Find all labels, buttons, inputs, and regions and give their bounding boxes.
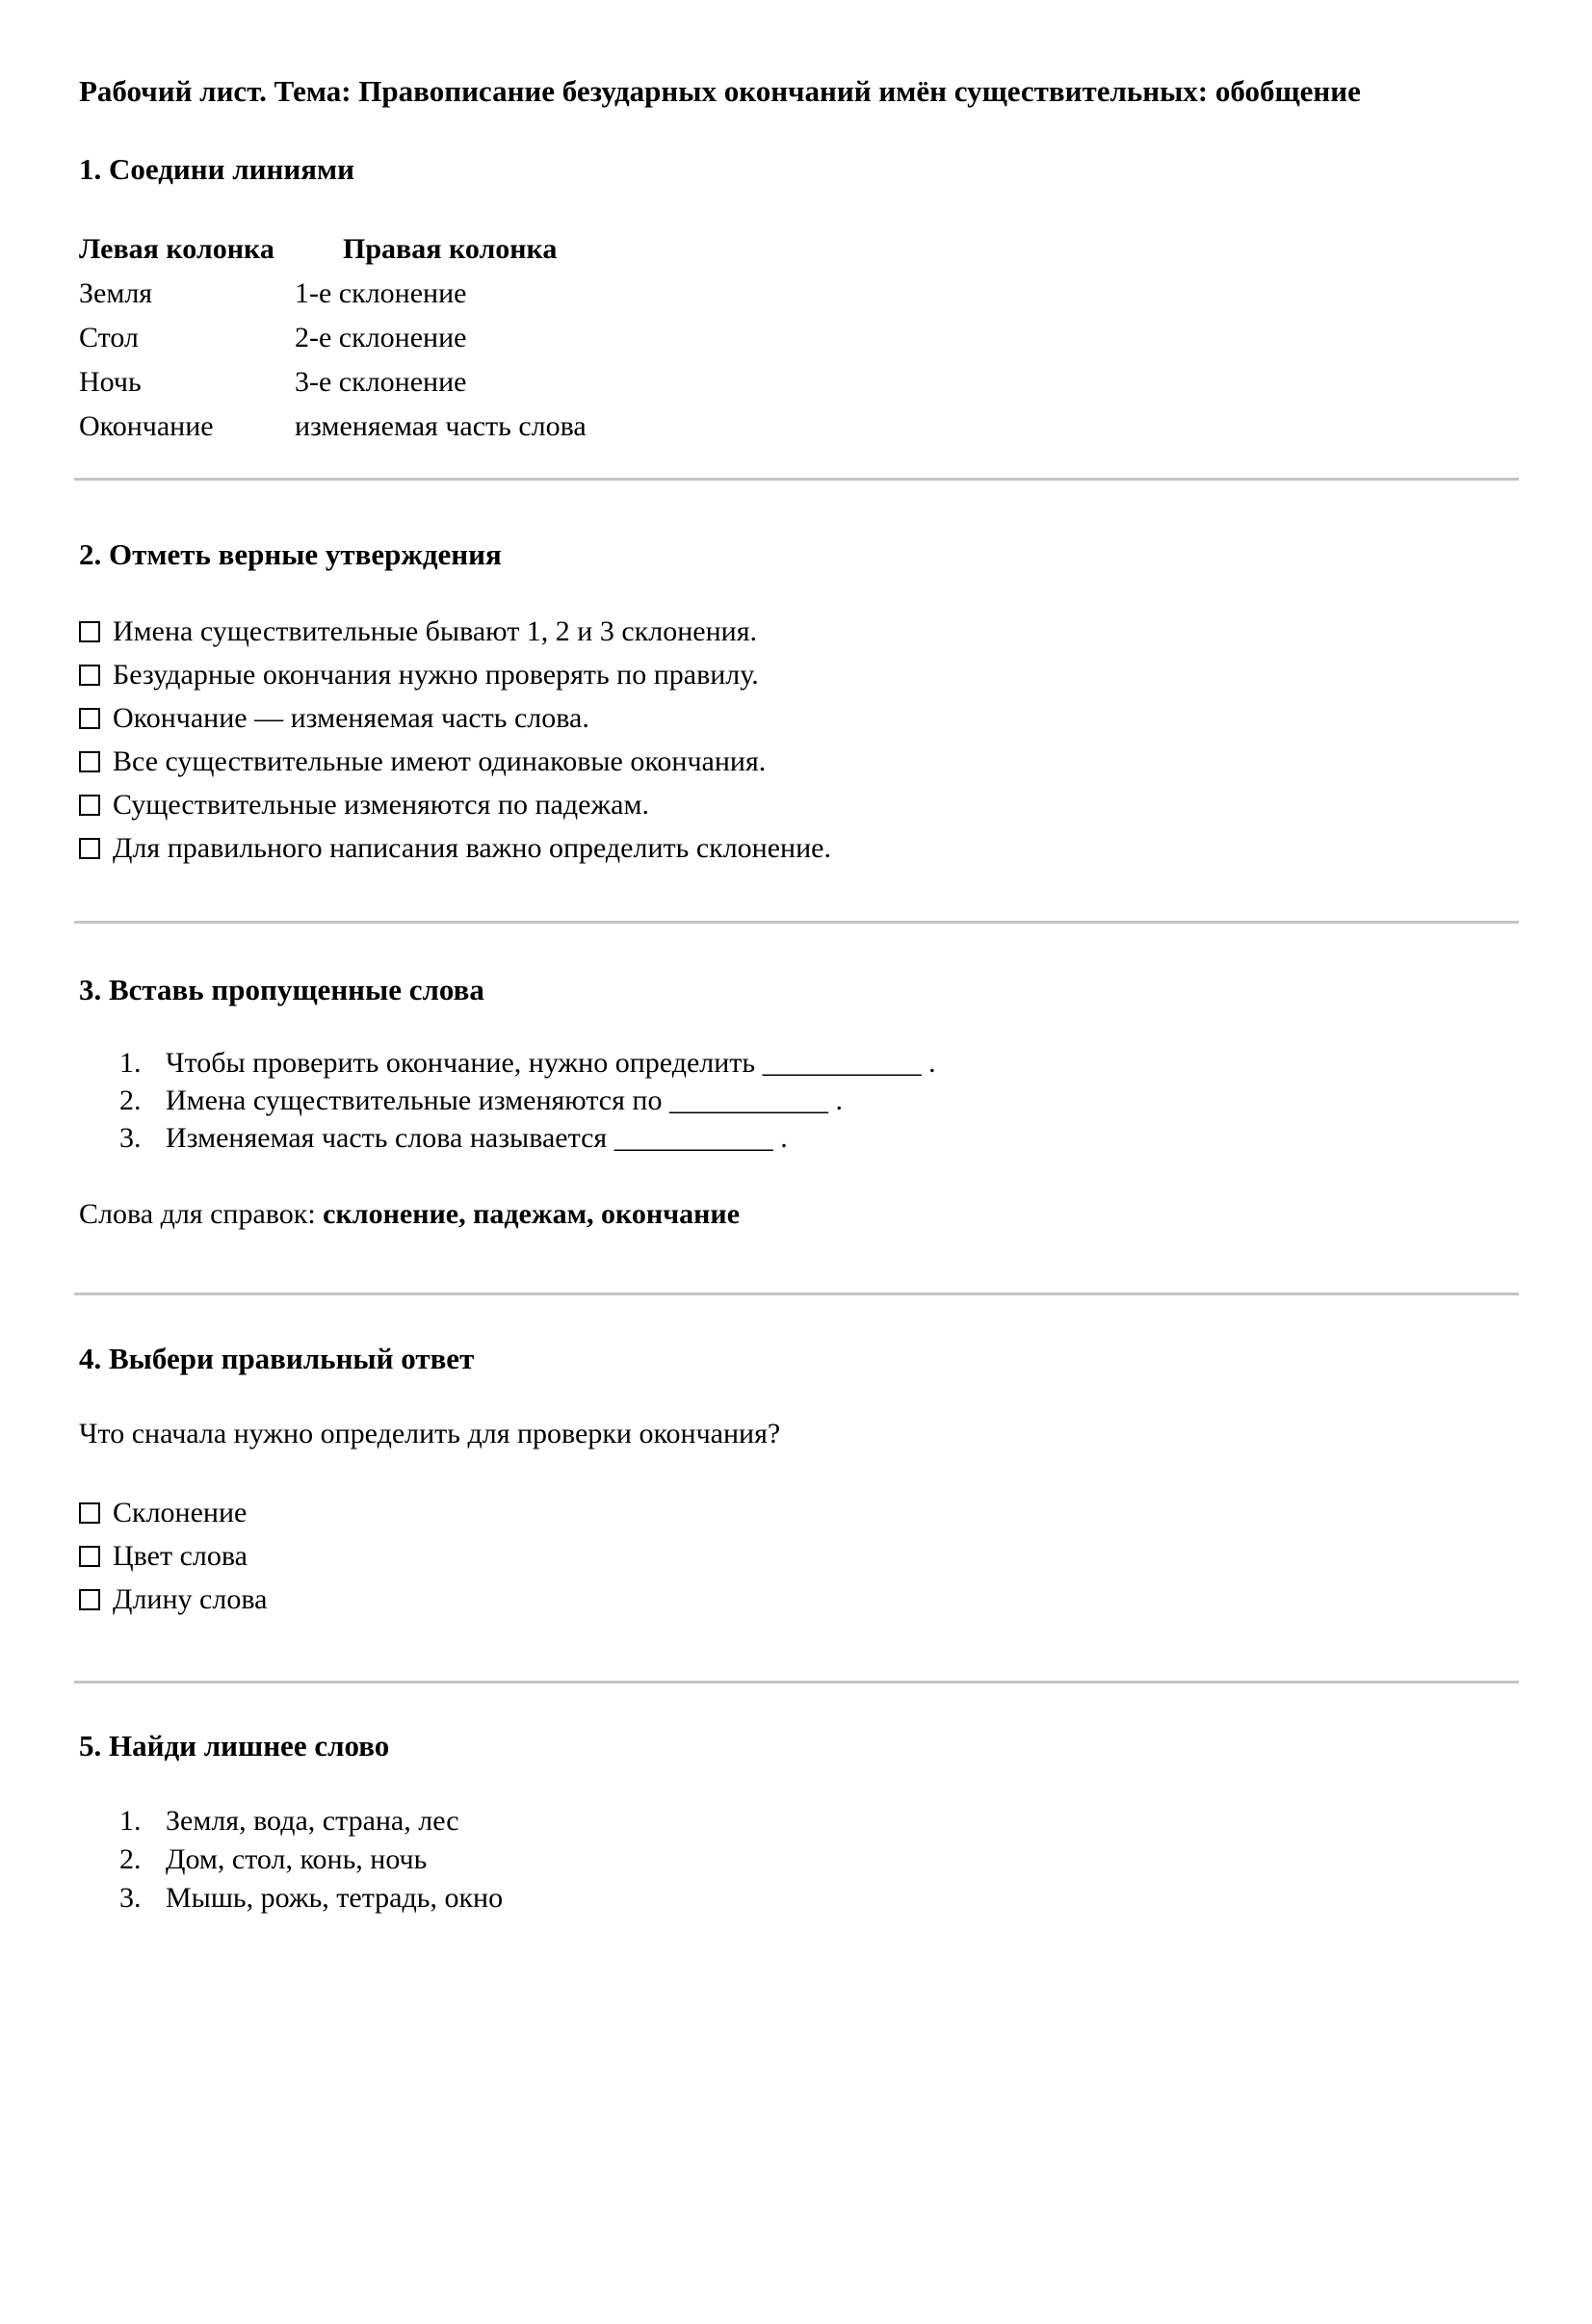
item-number: 3.: [119, 1882, 142, 1914]
word-row: [79, 1802, 1525, 1841]
option-label: Длину слова: [113, 1583, 268, 1615]
sentence-period: .: [835, 1084, 843, 1116]
table-row: [79, 360, 1525, 405]
statement-label: Все существительные имеют одинаковые окончания.: [113, 745, 767, 777]
checkbox-icon: [79, 621, 100, 642]
table-cell-left: Окончание: [79, 410, 214, 442]
word-row-text: Мышь, рожь, тетрадь, окно: [166, 1882, 504, 1914]
fill-in-text: Изменяемая часть слова называется: [166, 1122, 608, 1154]
statement-label: Для правильного написания важно определить склонение.: [113, 832, 831, 864]
checkbox-icon: [79, 838, 100, 859]
word-row: [79, 1879, 1525, 1918]
fill-in-blank: ___________: [668, 1084, 828, 1116]
odd-word-list: [79, 1802, 1525, 1918]
table-cell-right: 1-е склонение: [295, 277, 467, 309]
item-number: 2.: [119, 1843, 142, 1875]
checkbox-icon: [79, 708, 100, 729]
table-row: [79, 405, 1525, 449]
table-cell-left: Земля: [79, 277, 153, 309]
section-3-heading: 3. Вставь пропущенные слова: [79, 973, 484, 1006]
statement-label: Имена существительные бывают 1, 2 и 3 склонения.: [113, 615, 757, 647]
fill-in-list: [79, 1044, 1525, 1157]
table-cell-right: изменяемая часть слова: [295, 410, 587, 442]
statement-label: Существительные изменяются по падежам.: [113, 789, 649, 821]
fill-in-text: Чтобы проверить окончание, нужно определить: [166, 1047, 756, 1079]
question-text: Что сначала нужно определить для проверки окончания?: [79, 1418, 781, 1449]
item-number: 2.: [119, 1084, 142, 1116]
reference-words-label: Слова для справок:: [79, 1198, 316, 1230]
table-header-left: Левая колонка: [79, 233, 274, 265]
checkbox-item: [79, 783, 1525, 826]
fill-in-blank: ___________: [762, 1047, 922, 1079]
word-row-text: Дом, стол, конь, ночь: [166, 1843, 428, 1875]
statements-checkbox-list: [79, 610, 1525, 870]
section-divider: [74, 921, 1519, 924]
checkbox-icon: [79, 1589, 100, 1610]
section-2-heading: 2. Отметь верные утверждения: [79, 537, 502, 571]
checkbox-icon: [79, 795, 100, 816]
section-4-heading: 4. Выбери правильный ответ: [79, 1342, 475, 1375]
worksheet-page: [0, 72, 1592, 1918]
page-title: Рабочий лист. Тема: Правописание безударных окончаний имён существительных: обобщение: [79, 74, 1361, 108]
reference-words: склонение, падежам, окончание: [323, 1198, 741, 1230]
table-row: [79, 272, 1525, 316]
checkbox-item: [79, 653, 1525, 696]
section-divider: [74, 1293, 1519, 1295]
section-5-heading: 5. Найди лишнее слово: [79, 1729, 390, 1763]
checkbox-icon: [79, 751, 100, 772]
fill-in-item: [79, 1082, 1525, 1119]
item-number: 1.: [119, 1805, 142, 1837]
fill-in-text: Имена существительные изменяются по: [166, 1084, 663, 1116]
fill-in-blank: ___________: [613, 1122, 773, 1154]
table-header-right: Правая колонка: [343, 233, 558, 265]
option-label: Цвет слова: [113, 1540, 248, 1572]
checkbox-icon: [79, 1546, 100, 1567]
table-cell-left: Ночь: [79, 366, 142, 398]
table-cell-left: Стол: [79, 322, 139, 353]
item-number: 3.: [119, 1122, 142, 1154]
checkbox-item: [79, 740, 1525, 783]
item-number: 1.: [119, 1047, 142, 1079]
checkbox-item: [79, 610, 1525, 653]
section-divider: [74, 478, 1519, 481]
answer-options-list: [79, 1491, 1525, 1621]
section-1-heading: 1. Соедини линиями: [79, 152, 354, 186]
checkbox-item: [79, 696, 1525, 740]
word-row: [79, 1841, 1525, 1879]
word-row-text: Земля, вода, страна, лес: [166, 1805, 459, 1837]
checkbox-icon: [79, 1502, 100, 1524]
fill-in-item: [79, 1119, 1525, 1157]
table-cell-right: 3-е склонение: [295, 366, 467, 398]
checkbox-item: [79, 1534, 1525, 1578]
sentence-period: .: [780, 1122, 788, 1154]
checkbox-icon: [79, 665, 100, 686]
statement-label: Безударные окончания нужно проверять по правилу.: [113, 659, 759, 691]
fill-in-item: [79, 1044, 1525, 1082]
table-cell-right: 2-е склонение: [295, 322, 467, 353]
table-header-row: [79, 227, 1525, 272]
statement-label: Окончание — изменяемая часть слова.: [113, 702, 589, 734]
checkbox-item: [79, 826, 1525, 870]
checkbox-item: [79, 1491, 1525, 1534]
matching-table: [79, 227, 1525, 449]
checkbox-item: [79, 1578, 1525, 1621]
reference-words-line: [79, 1195, 1525, 1234]
table-row: [79, 316, 1525, 360]
sentence-period: .: [928, 1047, 936, 1079]
section-divider: [74, 1681, 1519, 1684]
option-label: Склонение: [113, 1497, 248, 1528]
